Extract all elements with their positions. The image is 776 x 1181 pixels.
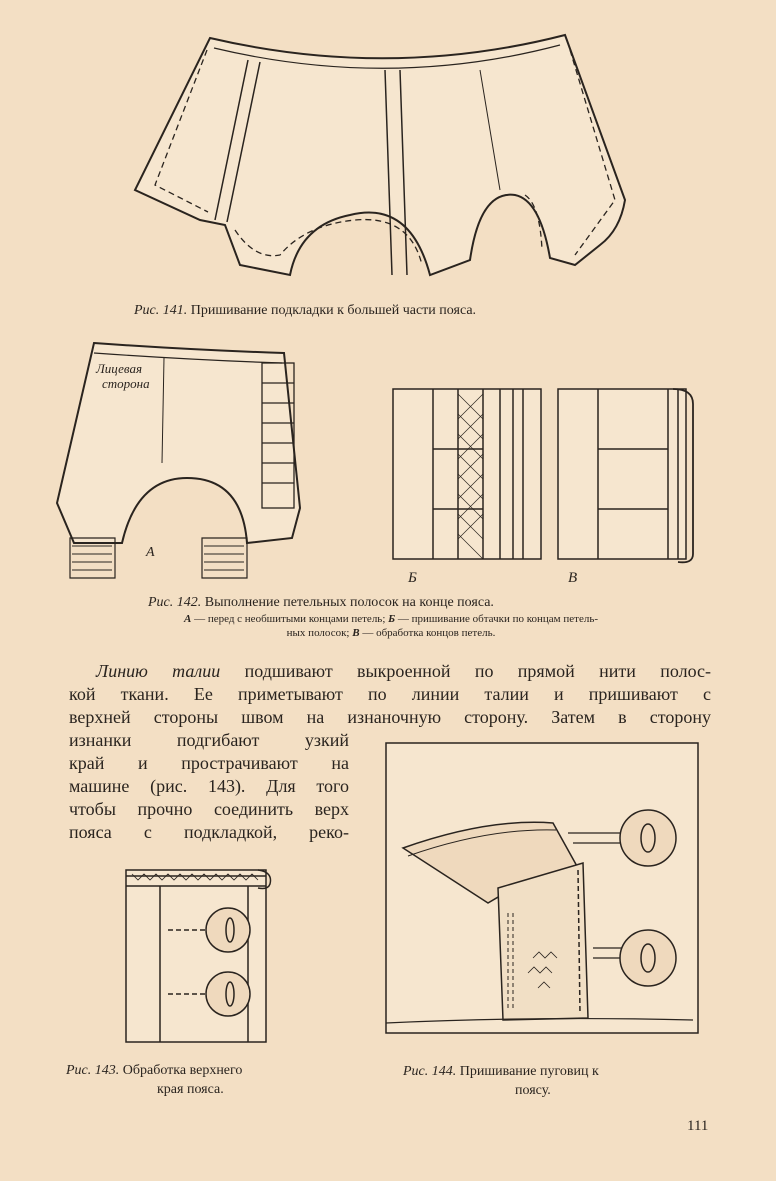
paragraph-line-2: кой ткани. Ее приметывают по линии талии и пришивают с <box>69 684 711 704</box>
paragraph-lead: Линию талии <box>96 661 221 681</box>
figure-144-number: Рис. 144. <box>403 1064 457 1079</box>
figure-142-caption <box>148 593 494 612</box>
figure-141 <box>130 30 630 285</box>
figure-142-text: Выполнение петельных полосок на конце пояса. <box>204 595 494 610</box>
paragraph-line-8: пояса с подкладкой, реко- <box>69 822 349 842</box>
figure-142b-mark: Б <box>408 570 417 586</box>
figure-141-text: Пришивание подкладки к большей части пояса. <box>190 303 477 318</box>
paragraph-line-1 <box>96 660 711 683</box>
figure-144-caption <box>403 1062 599 1081</box>
figure-142b <box>388 384 548 589</box>
paragraph-line-7: чтобы прочно соединить верх <box>69 799 349 819</box>
figure-143-caption-line2: края пояса. <box>157 1082 224 1097</box>
figure-143-caption <box>66 1061 242 1080</box>
figure-141-drawing <box>130 30 630 285</box>
figure-142-legend-line1 <box>66 613 716 626</box>
figure-143-number: Рис. 143. <box>66 1063 120 1078</box>
figure-144-caption-line2: поясу. <box>515 1083 551 1098</box>
figure-143 <box>118 862 278 1047</box>
figure-144-drawing <box>378 738 708 1038</box>
figure-144 <box>378 738 708 1038</box>
figure-141-number: Рис. 141. <box>134 303 188 318</box>
figure-142-number: Рис. 142. <box>148 595 202 610</box>
paragraph-line-6: машине (рис. 143). Для того <box>69 776 349 796</box>
figure-142b-drawing <box>388 384 548 589</box>
paragraph-line-4: изнанки подгибают узкий <box>69 730 349 750</box>
figure-142a-label-side: сторона <box>102 376 150 391</box>
legend-text-v: — обработка концов петель. <box>362 627 496 639</box>
figure-142a <box>52 338 302 583</box>
figure-142v-drawing <box>553 384 698 589</box>
figure-142a-mark: А <box>146 545 155 560</box>
legend-letter-v: В <box>352 627 360 639</box>
figure-143-text: Обработка верхнего <box>122 1063 243 1078</box>
figure-142a-label-front: Лицевая <box>96 361 142 376</box>
figure-142-legend-line2 <box>66 627 716 640</box>
figure-144-text: Пришивание пуговиц к <box>459 1064 599 1079</box>
page-number: 111 <box>687 1118 709 1134</box>
legend-letter-a: А <box>183 613 192 625</box>
figure-142v-mark: В <box>568 570 578 586</box>
legend-line2-pre: ных полосок; <box>286 627 350 639</box>
legend-letter-b: Б <box>388 613 396 625</box>
figure-141-caption <box>134 301 476 320</box>
paragraph-line-5: край и прострачивают на <box>69 753 349 773</box>
paragraph-line-1-rest: подшивают выкроенной по прямой нити полос- <box>244 661 712 681</box>
paragraph-line-3: верхней стороны швом на изнаночную сторону. Затем в сторону <box>69 707 711 727</box>
figure-142v <box>553 384 698 589</box>
figure-143-drawing <box>118 862 278 1047</box>
legend-text-a: — перед с необшитыми концами петель; <box>194 613 386 625</box>
figure-142a-drawing <box>52 338 302 583</box>
legend-text-b: — пришивание обтачки по концам петель- <box>397 613 599 625</box>
